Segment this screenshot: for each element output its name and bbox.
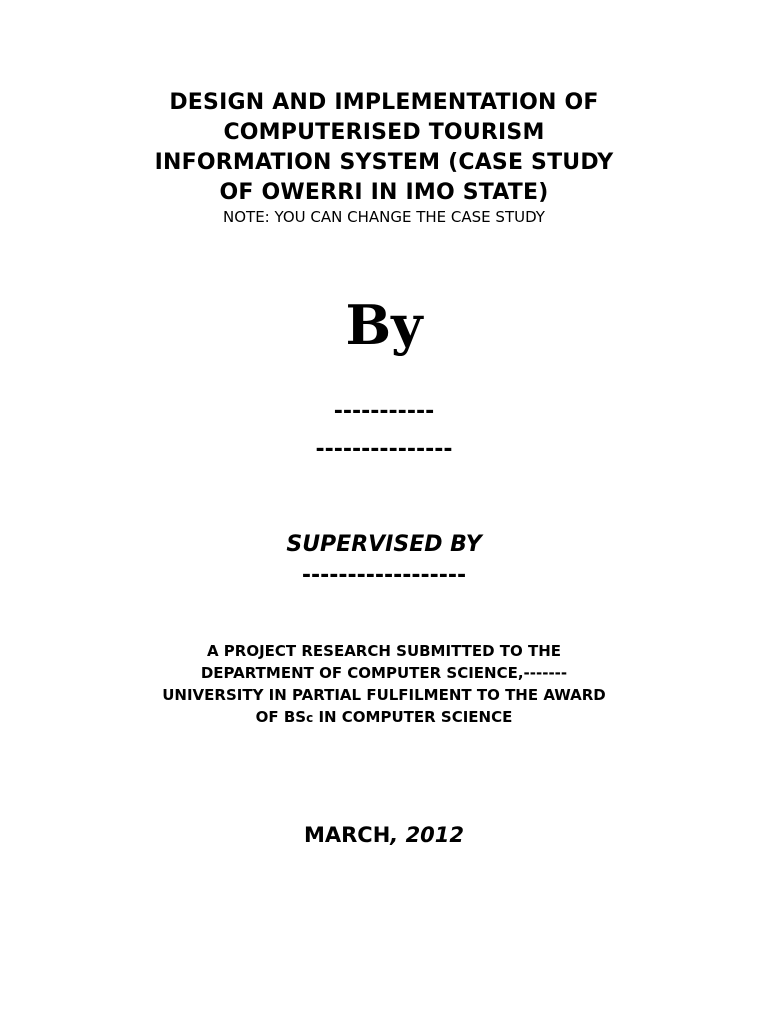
case-study-note: NOTE: YOU CAN CHANGE THE CASE STUDY: [223, 208, 545, 226]
submission-line-4-end: IN COMPUTER SCIENCE: [313, 708, 513, 726]
submission-date: [0, 820, 768, 850]
project-title-line-1: DESIGN AND IMPLEMENTATION OF: [169, 90, 599, 115]
supervised-by-label: SUPERVISED BY: [286, 532, 482, 557]
date-month: MARCH: [303, 823, 391, 847]
project-title-line-4: OF OWERRI IN IMO STATE): [219, 180, 549, 205]
submission-line-2: DEPARTMENT OF COMPUTER SCIENCE,-------: [200, 664, 568, 682]
submission-statement: [0, 640, 768, 729]
submission-line-4-start: OF BS: [255, 708, 307, 726]
project-title-line-3: INFORMATION SYSTEM (CASE STUDY: [154, 150, 614, 175]
project-title: [0, 88, 768, 208]
author-name-placeholder: -----------: [333, 399, 435, 424]
submission-line-3: UNIVERSITY IN PARTIAL FULFILMENT TO THE AWARD: [162, 686, 606, 704]
submission-line-4-small-c: c: [306, 711, 314, 725]
submission-line-1: A PROJECT RESEARCH SUBMITTED TO THE: [206, 642, 562, 660]
supervisor-name-placeholder: ------------------: [301, 563, 467, 588]
by-label: By: [345, 293, 423, 357]
submission-line-4: [0, 706, 768, 729]
author-regno-placeholder: ---------------: [315, 437, 453, 462]
date-year: , 2012: [390, 823, 465, 847]
project-title-line-2: COMPUTERISED TOURISM: [223, 120, 545, 145]
